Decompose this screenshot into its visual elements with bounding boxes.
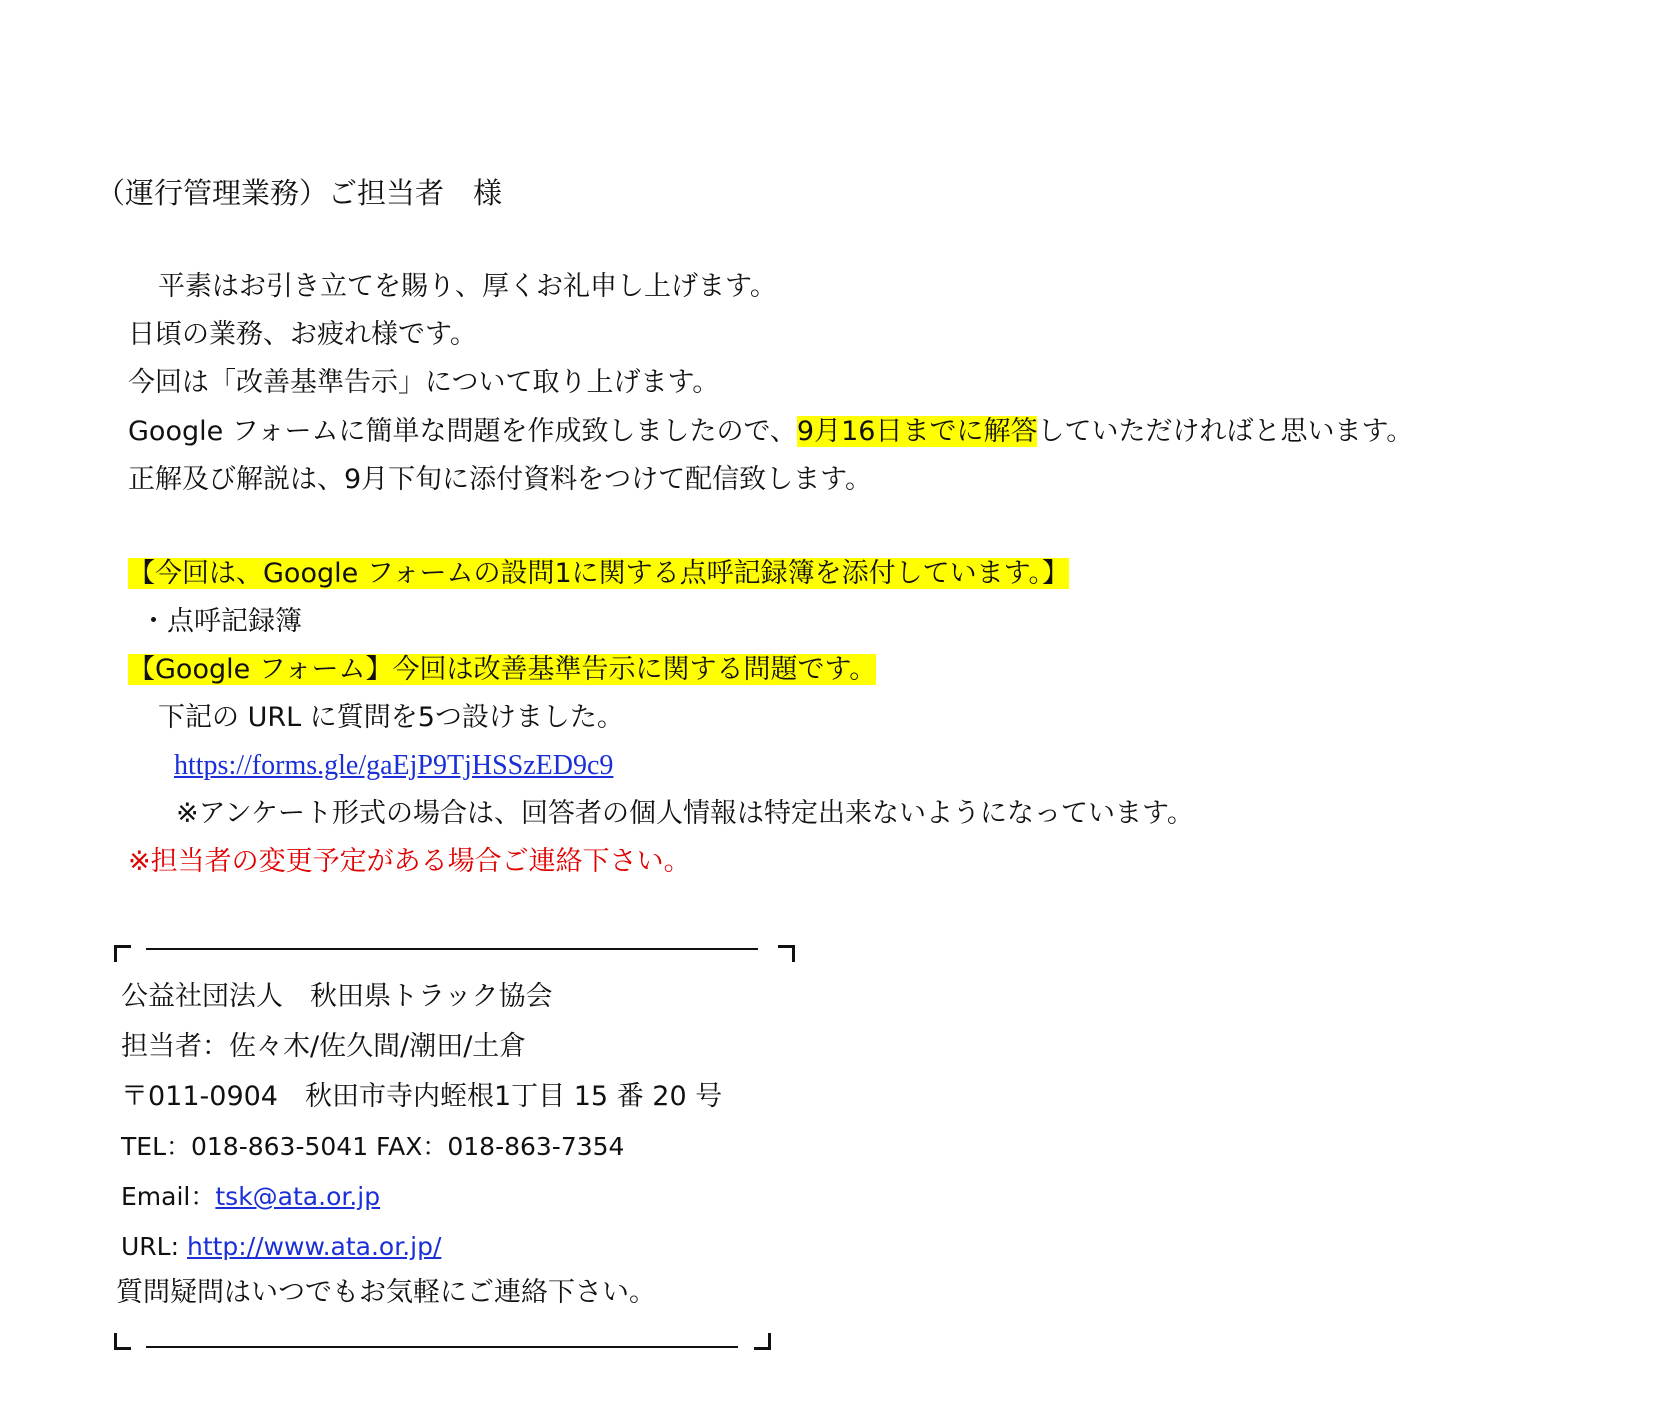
- signature-url: [121, 1228, 441, 1266]
- signature-closing: 質問疑問はいつでもお気軽にご連絡下さい。: [116, 1277, 656, 1308]
- body-line-4: [128, 413, 1413, 451]
- url-label: URL:: [121, 1232, 187, 1261]
- contact-warning: ※担当者の変更予定がある場合ご連絡下さい。: [128, 846, 691, 877]
- frame-corner-top-left: [114, 945, 131, 962]
- attachment-item: ・点呼記録簿: [140, 606, 302, 637]
- form-heading-text: 【Google フォーム】今回は改善基準告示に関する問題です。: [128, 654, 877, 685]
- frame-corner-bottom-left: [114, 1333, 131, 1350]
- signature-address: 〒011-0904 秋田市寺内蛭根1丁目 15 番 20 号: [121, 1081, 723, 1112]
- email-link[interactable]: tsk@ata.or.jp: [215, 1182, 381, 1211]
- body-line-3: 今回は「改善基準告示」について取り上げます。: [128, 367, 720, 398]
- body-line-4-pre: Google フォームに簡単な問題を作成致しましたので、: [128, 416, 797, 447]
- email-label: Email：: [121, 1182, 216, 1211]
- salutation: （運行管理業務）ご担当者 様: [96, 176, 503, 210]
- form-url-line: [174, 747, 613, 785]
- frame-top-rule: [146, 948, 758, 950]
- signature-email: [121, 1178, 380, 1216]
- form-heading: [128, 651, 876, 689]
- frame-corner-bottom-right: [754, 1333, 771, 1350]
- frame-bottom-rule: [146, 1346, 738, 1348]
- body-line-5: 正解及び解説は、9月下旬に添付資料をつけて配信致します。: [128, 464, 873, 495]
- greeting-line: 平素はお引き立てを賜り、厚くお礼申し上げます。: [158, 271, 777, 302]
- attachment-heading: [128, 555, 1069, 593]
- website-link[interactable]: http://www.ata.or.jp/: [186, 1232, 442, 1261]
- body-line-4-post: していただければと思います。: [1037, 416, 1414, 447]
- signature-phone: TEL：018-863-5041 FAX：018-863-7354: [121, 1132, 625, 1161]
- frame-corner-top-right: [778, 945, 795, 962]
- signature-staff: 担当者：佐々木/佐久間/潮田/土倉: [121, 1031, 527, 1062]
- form-url-link[interactable]: https://forms.gle/gaEjP9TjHSSzED9c9: [174, 750, 614, 781]
- body-line-2: 日頃の業務、お疲れ様です。: [128, 319, 477, 350]
- form-description: 下記の URL に質問を5つ設けました。: [158, 702, 624, 733]
- signature-org: 公益社団法人 秋田県トラック協会: [121, 981, 553, 1012]
- deadline-highlight: 9月16日までに解答: [796, 416, 1038, 447]
- attachment-heading-text: 【今回は、Google フォームの設問1に関する点呼記録簿を添付しています。】: [128, 558, 1069, 589]
- survey-note: ※アンケート形式の場合は、回答者の個人情報は特定出来ないようになっています。: [176, 798, 1194, 829]
